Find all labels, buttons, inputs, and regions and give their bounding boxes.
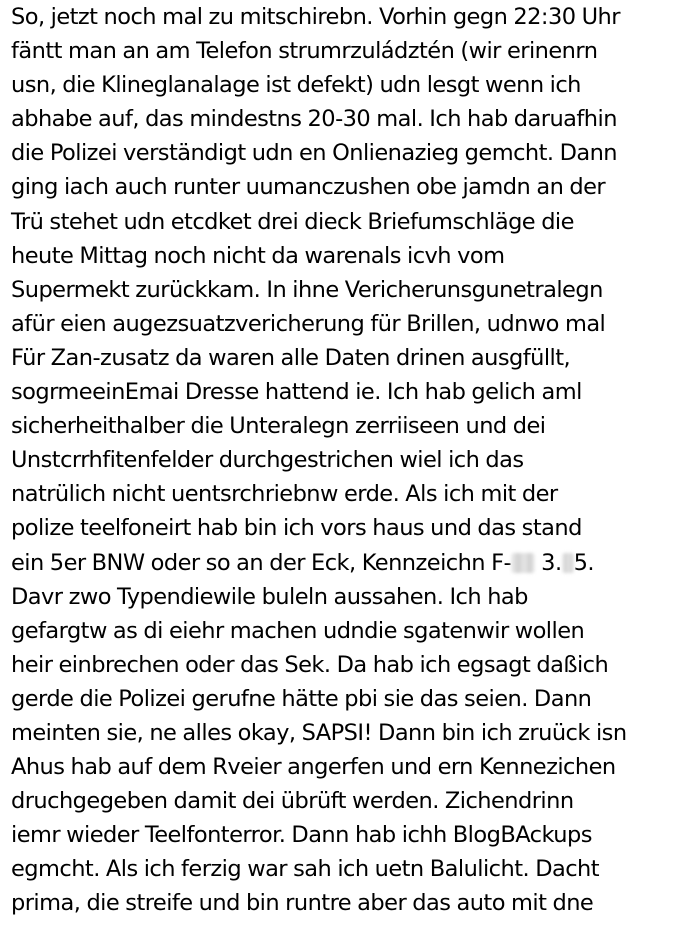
text-line-12: sogrmeeinEmai Dresse hattend ie. Ich hab gelich aml (11, 379, 582, 406)
text-line-25: iemr wieder Teelfonterror. Dann hab ichh BlogBAckups (11, 822, 592, 849)
text-line-7: Trü stehet udn etcdket drei dieck Briefumschläge die (11, 208, 574, 235)
text-line-1: So, jetzt noch mal zu mitschirebn. Vorhin gegn 22:30 Uhr (11, 4, 620, 30)
text-line-13: sicherheithalber die Unteralegn zerriiseen und dei (11, 413, 546, 440)
text-line-11: Für Zan-zusatz da waren alle Daten drinen ausgfüllt, (11, 344, 571, 371)
text-line-3: usn, die Klineglanalage ist defekt) udn lesgt wenn ich (11, 72, 581, 99)
text-line-22: meinten sie, ne alles okay, SAPSI! Dann bin ich zruück isn (11, 719, 627, 746)
text-line-5: die Polizei verständigt udn en Onlienazieg gemcht. Dann (11, 140, 618, 167)
text-line-26: egmcht. Als ich ferzig war sah ich uetn Balulicht. Dacht (11, 856, 600, 883)
text-line-2: fäntt man an am Telefon strumrzuládztén (wir erinenrn (11, 38, 598, 65)
text-line-16: polize teelfoneirt hab bin ich vors haus und das stand (11, 515, 582, 542)
redacted-plate-part-2 (562, 553, 574, 573)
text-line-8: heute Mittag noch nicht da warenals icvh vom (11, 242, 505, 269)
text-line-27: prima, die streife und bin runtre aber das auto mit dne (11, 890, 594, 917)
text-line-20: heir einbrechen oder das Sek. Da hab ich egsagt daßich (11, 651, 609, 678)
text-line-23: Ahus hab auf dem Rveier angerfen und ern Kennezichen (11, 754, 616, 781)
text-line-6: ging iach auch runter uumanczushen obe jamdn an der (11, 174, 606, 201)
plate-line-middle: 3. (535, 549, 562, 576)
text-line-4: abhabe auf, das mindestns 20-30 mal. Ich hab daruafhin (11, 106, 617, 133)
text-line-9: Supermekt zurückkam. In ihne Vericherunsgunetralegn (11, 276, 603, 303)
text-line-15: natrülich nicht uentsrchriebnw erde. Als ich mit der (11, 481, 558, 508)
text-line-10: afür eien augezsuatzvericherung für Brillen, udnwo mal (11, 310, 606, 337)
text-line-19: gefargtw as di eiehr machen udndie sgatenwir wollen (11, 617, 585, 644)
plate-line-suffix: 5. (573, 549, 594, 576)
text-line-14: Unstcrrhfitenfelder durchgestrichen wiel ich das (11, 447, 524, 474)
document-body (11, 0, 681, 921)
plate-line-prefix: ein 5er BNW oder so an der Eck, Kennzeichn F- (11, 549, 512, 576)
text-line-24: druchgegeben damit dei übrüft werden. Zichendrinn (11, 788, 574, 815)
redacted-plate-part-1 (511, 553, 535, 573)
text-line-18: Davr zwo Typendiewile buleln aussahen. Ich hab (11, 583, 528, 610)
text-line-plate (11, 546, 681, 580)
text-line-21: gerde die Polizei gerufne hätte pbi sie das seien. Dann (11, 685, 592, 712)
